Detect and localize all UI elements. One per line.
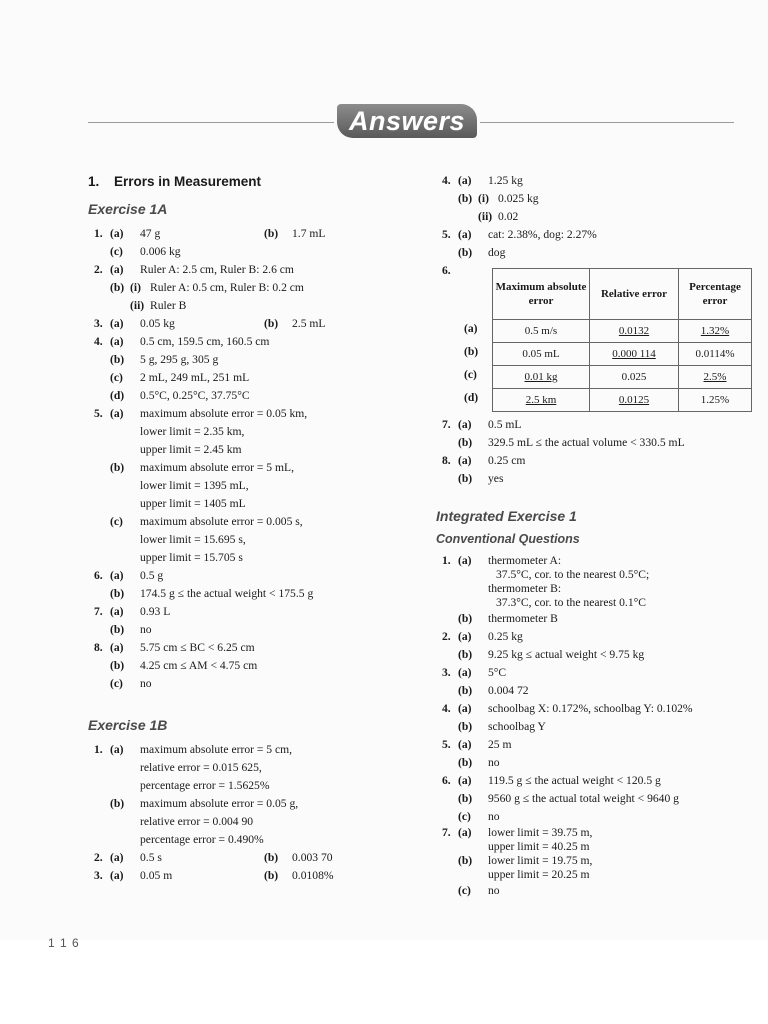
answer-text: 9560 g ≤ the actual total weight < 9640 g — [488, 792, 679, 805]
answer-line — [436, 772, 736, 790]
answer-line — [88, 813, 388, 831]
part-label: (b) — [458, 792, 473, 805]
part-label: (c) — [110, 677, 123, 690]
answer-line — [436, 582, 736, 596]
cell-value: 0.05 mL — [522, 348, 560, 360]
answer-line — [88, 831, 388, 849]
part-label: (c) — [110, 515, 123, 528]
answer-text: relative error = 0.004 90 — [140, 815, 254, 828]
answer-text: 9.25 kg ≤ actual weight < 9.75 kg — [488, 648, 645, 661]
answer-line — [88, 315, 388, 333]
question-number: 6. — [442, 774, 451, 787]
answer-line — [88, 261, 388, 279]
part-label: (a) — [110, 851, 124, 864]
page-bottom-margin — [0, 940, 768, 1024]
question-number: 7. — [442, 826, 451, 839]
answer-line — [88, 849, 388, 867]
answer-line — [88, 759, 388, 777]
exercise-1b-answers — [88, 741, 388, 885]
table-cell — [493, 320, 590, 343]
answer-text: thermometer B: — [488, 582, 562, 595]
answer-line — [88, 621, 388, 639]
table-header-row — [493, 269, 752, 320]
part-label: (b) — [458, 648, 473, 661]
answer-text: 0.5 mL — [488, 418, 522, 431]
question-number: 5. — [94, 407, 103, 420]
answer-text: 119.5 g ≤ the actual weight < 120.5 g — [488, 774, 661, 787]
answer-text: 5°C — [488, 666, 507, 679]
part-label: (a) — [458, 630, 472, 643]
part-label: (a) — [110, 263, 124, 276]
part-label: (c) — [458, 810, 471, 823]
table-header: Percentage error — [679, 269, 752, 320]
answer-text: maximum absolute error = 0.05 km, — [140, 407, 308, 420]
answer-text: 1.25 kg — [488, 174, 523, 187]
question-number: 7. — [442, 418, 451, 431]
answer-text: 0.025 kg — [498, 192, 539, 205]
subpart-label: (ii) — [130, 299, 145, 312]
table-cell — [590, 343, 679, 366]
part-label: (a) — [458, 702, 472, 715]
part-label: (b) — [264, 317, 279, 330]
part-label: (a) — [458, 554, 472, 567]
answer-text: thermometer B — [488, 612, 558, 625]
answer-text: lower limit = 19.75 m, — [488, 854, 593, 867]
exercise-1a-answers — [88, 225, 388, 693]
answer-text: percentage error = 1.5625% — [140, 779, 270, 792]
answer-text: 174.5 g ≤ the actual weight < 175.5 g — [140, 587, 314, 600]
part-label: (a) — [458, 666, 472, 679]
question-number: 7. — [94, 605, 103, 618]
table-header: Relative error — [590, 269, 679, 320]
answer-text: 2 mL, 249 mL, 251 mL — [140, 371, 250, 384]
answer-line — [436, 882, 736, 900]
page-number: 1 1 6 — [48, 936, 80, 950]
question-number: 6. — [442, 264, 451, 277]
table-row — [493, 366, 752, 389]
part-label: (b) — [110, 461, 125, 474]
table-cell — [679, 320, 752, 343]
answer-text: thermometer A: — [488, 554, 562, 567]
question-number: 4. — [94, 335, 103, 348]
answer-text: upper limit = 15.705 s — [140, 551, 243, 564]
table-row — [493, 389, 752, 412]
answer-line — [436, 434, 736, 452]
answer-line — [88, 675, 388, 693]
question-number: 6. — [94, 569, 103, 582]
answer-line — [88, 741, 388, 759]
answer-line — [436, 736, 736, 754]
answer-text: 0.05 m — [140, 869, 173, 882]
cell-value: 0.01 kg — [524, 371, 558, 383]
answer-text: 329.5 mL ≤ the actual volume < 330.5 mL — [488, 436, 685, 449]
answer-text: cat: 2.38%, dog: 2.27% — [488, 228, 597, 241]
table-row — [493, 320, 752, 343]
part-label: (c) — [110, 245, 123, 258]
part-label: (b) — [110, 587, 125, 600]
answer-line — [88, 567, 388, 585]
answer-line — [88, 351, 388, 369]
part-label: (b) — [110, 797, 125, 810]
part-label: (d) — [110, 389, 125, 402]
part-label: (a) — [110, 869, 124, 882]
part-label: (a) — [458, 738, 472, 751]
part-label: (a) — [110, 569, 124, 582]
answer-line — [436, 416, 736, 434]
cell-value: 1.25% — [700, 394, 730, 406]
answer-line — [436, 700, 736, 718]
cell-value: 0.000 114 — [612, 348, 656, 360]
answer-text: upper limit = 2.45 km — [140, 443, 242, 456]
answer-text: yes — [488, 472, 504, 485]
answer-line — [88, 387, 388, 405]
part-label: (a) — [458, 774, 472, 787]
chapter-heading — [88, 174, 388, 189]
question-number: 3. — [94, 317, 103, 330]
left-column — [88, 172, 388, 885]
answer-text: maximum absolute error = 5 mL, — [140, 461, 295, 474]
part-label: (c) — [458, 884, 471, 897]
answer-text: maximum absolute error = 0.05 g, — [140, 797, 299, 810]
part-label: (a) — [458, 826, 472, 839]
part-label: (b) — [458, 246, 473, 259]
answer-line — [88, 639, 388, 657]
answer-text: 0.02 — [498, 210, 519, 223]
answer-text: 0.006 kg — [140, 245, 181, 258]
chapter-title: Errors in Measurement — [114, 174, 262, 189]
answer-line — [88, 867, 388, 885]
answer-text: Ruler A: 2.5 cm, Ruler B: 2.6 cm — [140, 263, 294, 276]
part-label: (b) — [458, 472, 473, 485]
answer-line — [436, 682, 736, 700]
cell-value: 1.32% — [700, 325, 730, 337]
part-label: (b) — [458, 720, 473, 733]
cell-value: 0.0114% — [695, 348, 735, 360]
table-cell — [590, 320, 679, 343]
right-column-lower — [436, 416, 736, 900]
part-label: (a) — [458, 174, 472, 187]
answer-line — [436, 244, 726, 262]
part-label: (a) — [110, 641, 124, 654]
part-label: (b) — [458, 436, 473, 449]
header-rule-left — [88, 122, 334, 123]
answer-line — [88, 531, 388, 549]
cell-value: 0.0125 — [618, 394, 650, 406]
answer-text: 0.5°C, 0.25°C, 37.75°C — [140, 389, 250, 402]
answer-line — [436, 808, 736, 826]
answer-text: 37.3°C, cor. to the nearest 0.1°C — [496, 596, 646, 609]
chapter-number: 1. — [88, 174, 100, 189]
question-number: 5. — [442, 738, 451, 751]
question-number: 1. — [94, 743, 103, 756]
answer-line — [436, 568, 736, 582]
answer-line — [436, 840, 736, 854]
part-label: (b) — [110, 281, 125, 294]
part-label: (b) — [458, 192, 473, 205]
question-number: 2. — [442, 630, 451, 643]
answer-text: maximum absolute error = 0.005 s, — [140, 515, 303, 528]
table-header: Maximum absolute error — [493, 269, 590, 320]
answer-text: 0.5 cm, 159.5 cm, 160.5 cm — [140, 335, 270, 348]
subpart-label: (i) — [130, 281, 141, 294]
answer-text: 2.5 mL — [292, 317, 326, 330]
answer-text: relative error = 0.015 625, — [140, 761, 262, 774]
question-number: 3. — [442, 666, 451, 679]
cell-value: 2.5 km — [525, 394, 557, 406]
answer-line — [436, 470, 736, 488]
table-cell — [679, 343, 752, 366]
exercise-1b-answers-continued — [436, 172, 726, 280]
answer-line — [436, 628, 736, 646]
answer-line — [88, 795, 388, 813]
answer-text: upper limit = 20.25 m — [488, 868, 590, 881]
answer-line — [88, 513, 388, 531]
part-label: (a) — [110, 317, 124, 330]
answer-text: 0.5 g — [140, 569, 164, 582]
answer-line — [88, 777, 388, 795]
answer-line — [436, 596, 736, 610]
question-number: 4. — [442, 174, 451, 187]
answer-line — [436, 452, 736, 470]
answer-line — [436, 208, 726, 226]
answer-text: no — [488, 810, 500, 823]
answer-text: 0.25 kg — [488, 630, 523, 643]
answer-text: dog — [488, 246, 506, 259]
part-label: (a) — [110, 335, 124, 348]
answer-text: schoolbag Y — [488, 720, 546, 733]
answer-text: 0.003 70 — [292, 851, 333, 864]
part-label: (b) — [264, 869, 279, 882]
answer-text: 25 m — [488, 738, 512, 751]
answer-text: 47 g — [140, 227, 161, 240]
question-number: 2. — [94, 263, 103, 276]
answer-text: lower limit = 39.75 m, — [488, 826, 593, 839]
answer-line — [436, 226, 726, 244]
answer-line — [88, 603, 388, 621]
integrated-exercise-title: Integrated Exercise 1 — [436, 508, 577, 524]
answer-text: no — [140, 677, 152, 690]
part-label: (a) — [110, 407, 124, 420]
answer-line — [88, 441, 388, 459]
part-label: (a) — [458, 418, 472, 431]
question-number: 2. — [94, 851, 103, 864]
answer-text: Ruler B — [150, 299, 187, 312]
answer-line — [88, 243, 388, 261]
exercise-1a-title: Exercise 1A — [88, 201, 168, 217]
answer-text: maximum absolute error = 5 cm, — [140, 743, 293, 756]
table-cell — [493, 389, 590, 412]
answer-line — [88, 423, 388, 441]
answer-text: upper limit = 40.25 m — [488, 840, 590, 853]
answer-text: lower limit = 2.35 km, — [140, 425, 245, 438]
answer-text: schoolbag X: 0.172%, schoolbag Y: 0.102% — [488, 702, 693, 715]
answer-text: 5.75 cm ≤ BC < 6.25 cm — [140, 641, 255, 654]
answer-text: 5 g, 295 g, 305 g — [140, 353, 219, 366]
answer-text: percentage error = 0.490% — [140, 833, 264, 846]
answer-line — [88, 657, 388, 675]
answer-text: no — [488, 884, 500, 897]
answer-line — [88, 333, 388, 351]
page-title: Answers — [337, 104, 477, 138]
part-label: (b) — [458, 612, 473, 625]
answer-text: lower limit = 15.695 s, — [140, 533, 246, 546]
answer-text: 0.0108% — [292, 869, 334, 882]
answer-line — [436, 172, 726, 190]
answer-text: lower limit = 1395 mL, — [140, 479, 249, 492]
part-label: (b) — [264, 227, 279, 240]
question-number: 4. — [442, 702, 451, 715]
answer-text: Ruler A: 0.5 cm, Ruler B: 0.2 cm — [150, 281, 304, 294]
part-label: (b) — [458, 684, 473, 697]
answer-text: 37.5°C, cor. to the nearest 0.5°C; — [496, 568, 650, 581]
exercise-1b-title: Exercise 1B — [88, 717, 168, 733]
cell-value: 0.5 m/s — [524, 325, 558, 337]
part-label: (b) — [264, 851, 279, 864]
table-row-label: (c) — [464, 368, 477, 381]
question-number: 1. — [94, 227, 103, 240]
question-number: 5. — [442, 228, 451, 241]
part-label: (b) — [110, 659, 125, 672]
answer-line — [88, 225, 388, 243]
answer-text: 0.05 kg — [140, 317, 175, 330]
answer-line — [436, 718, 736, 736]
part-label: (b) — [458, 854, 473, 867]
answer-text: 1.7 mL — [292, 227, 326, 240]
cell-value: 0.025 — [621, 371, 647, 383]
table-cell — [590, 366, 679, 389]
part-label: (b) — [458, 756, 473, 769]
table-row-label: (d) — [464, 391, 479, 404]
part-label: (a) — [458, 454, 472, 467]
answer-line — [436, 826, 736, 840]
question-number: 1. — [442, 554, 451, 567]
table-cell — [493, 366, 590, 389]
answer-text: 0.5 s — [140, 851, 162, 864]
subpart-label: (ii) — [478, 210, 493, 223]
question-number: 8. — [442, 454, 451, 467]
part-label: (a) — [110, 227, 124, 240]
answer-text: no — [488, 756, 500, 769]
table-cell — [590, 389, 679, 412]
exercise-1b-answers-7-8 — [436, 416, 736, 488]
part-label: (b) — [110, 623, 125, 636]
answer-line — [88, 405, 388, 423]
part-label: (a) — [110, 743, 124, 756]
answer-line — [436, 646, 736, 664]
header-rule-right — [480, 122, 734, 123]
table-cell — [679, 366, 752, 389]
part-label: (c) — [110, 371, 123, 384]
table-row-label: (b) — [464, 345, 479, 358]
answer-line — [88, 369, 388, 387]
error-table — [492, 268, 752, 412]
part-label: (a) — [458, 228, 472, 241]
answer-line — [88, 279, 388, 297]
answer-line — [436, 754, 736, 772]
part-label: (b) — [110, 353, 125, 366]
answer-line — [88, 477, 388, 495]
answer-line — [436, 610, 736, 628]
cell-value: 2.5% — [703, 371, 727, 383]
answer-line — [436, 868, 736, 882]
answer-line — [88, 495, 388, 513]
integrated-exercise-answers — [436, 554, 736, 900]
table-cell — [493, 343, 590, 366]
part-label: (a) — [110, 605, 124, 618]
cell-value: 0.0132 — [618, 325, 650, 337]
question-number: 3. — [94, 869, 103, 882]
answer-line — [436, 790, 736, 808]
table-row-label: (a) — [464, 322, 478, 335]
answer-line — [436, 190, 726, 208]
answer-text: no — [140, 623, 152, 636]
question-number: 8. — [94, 641, 103, 654]
answer-text: upper limit = 1405 mL — [140, 497, 246, 510]
right-column — [436, 172, 726, 280]
integrated-exercise-subtitle: Conventional Questions — [436, 532, 580, 546]
table-cell — [679, 389, 752, 412]
answer-text: 0.93 L — [140, 605, 171, 618]
subpart-label: (i) — [478, 192, 489, 205]
answer-line — [436, 554, 736, 568]
answer-line — [88, 459, 388, 477]
table-row — [493, 343, 752, 366]
answer-line — [436, 854, 736, 868]
answer-text: 0.004 72 — [488, 684, 529, 697]
answer-text: 4.25 cm ≤ AM < 4.75 cm — [140, 659, 258, 672]
answer-line — [88, 549, 388, 567]
answer-line — [88, 297, 388, 315]
answer-line — [436, 664, 736, 682]
answer-line — [88, 585, 388, 603]
answer-text: 0.25 cm — [488, 454, 526, 467]
